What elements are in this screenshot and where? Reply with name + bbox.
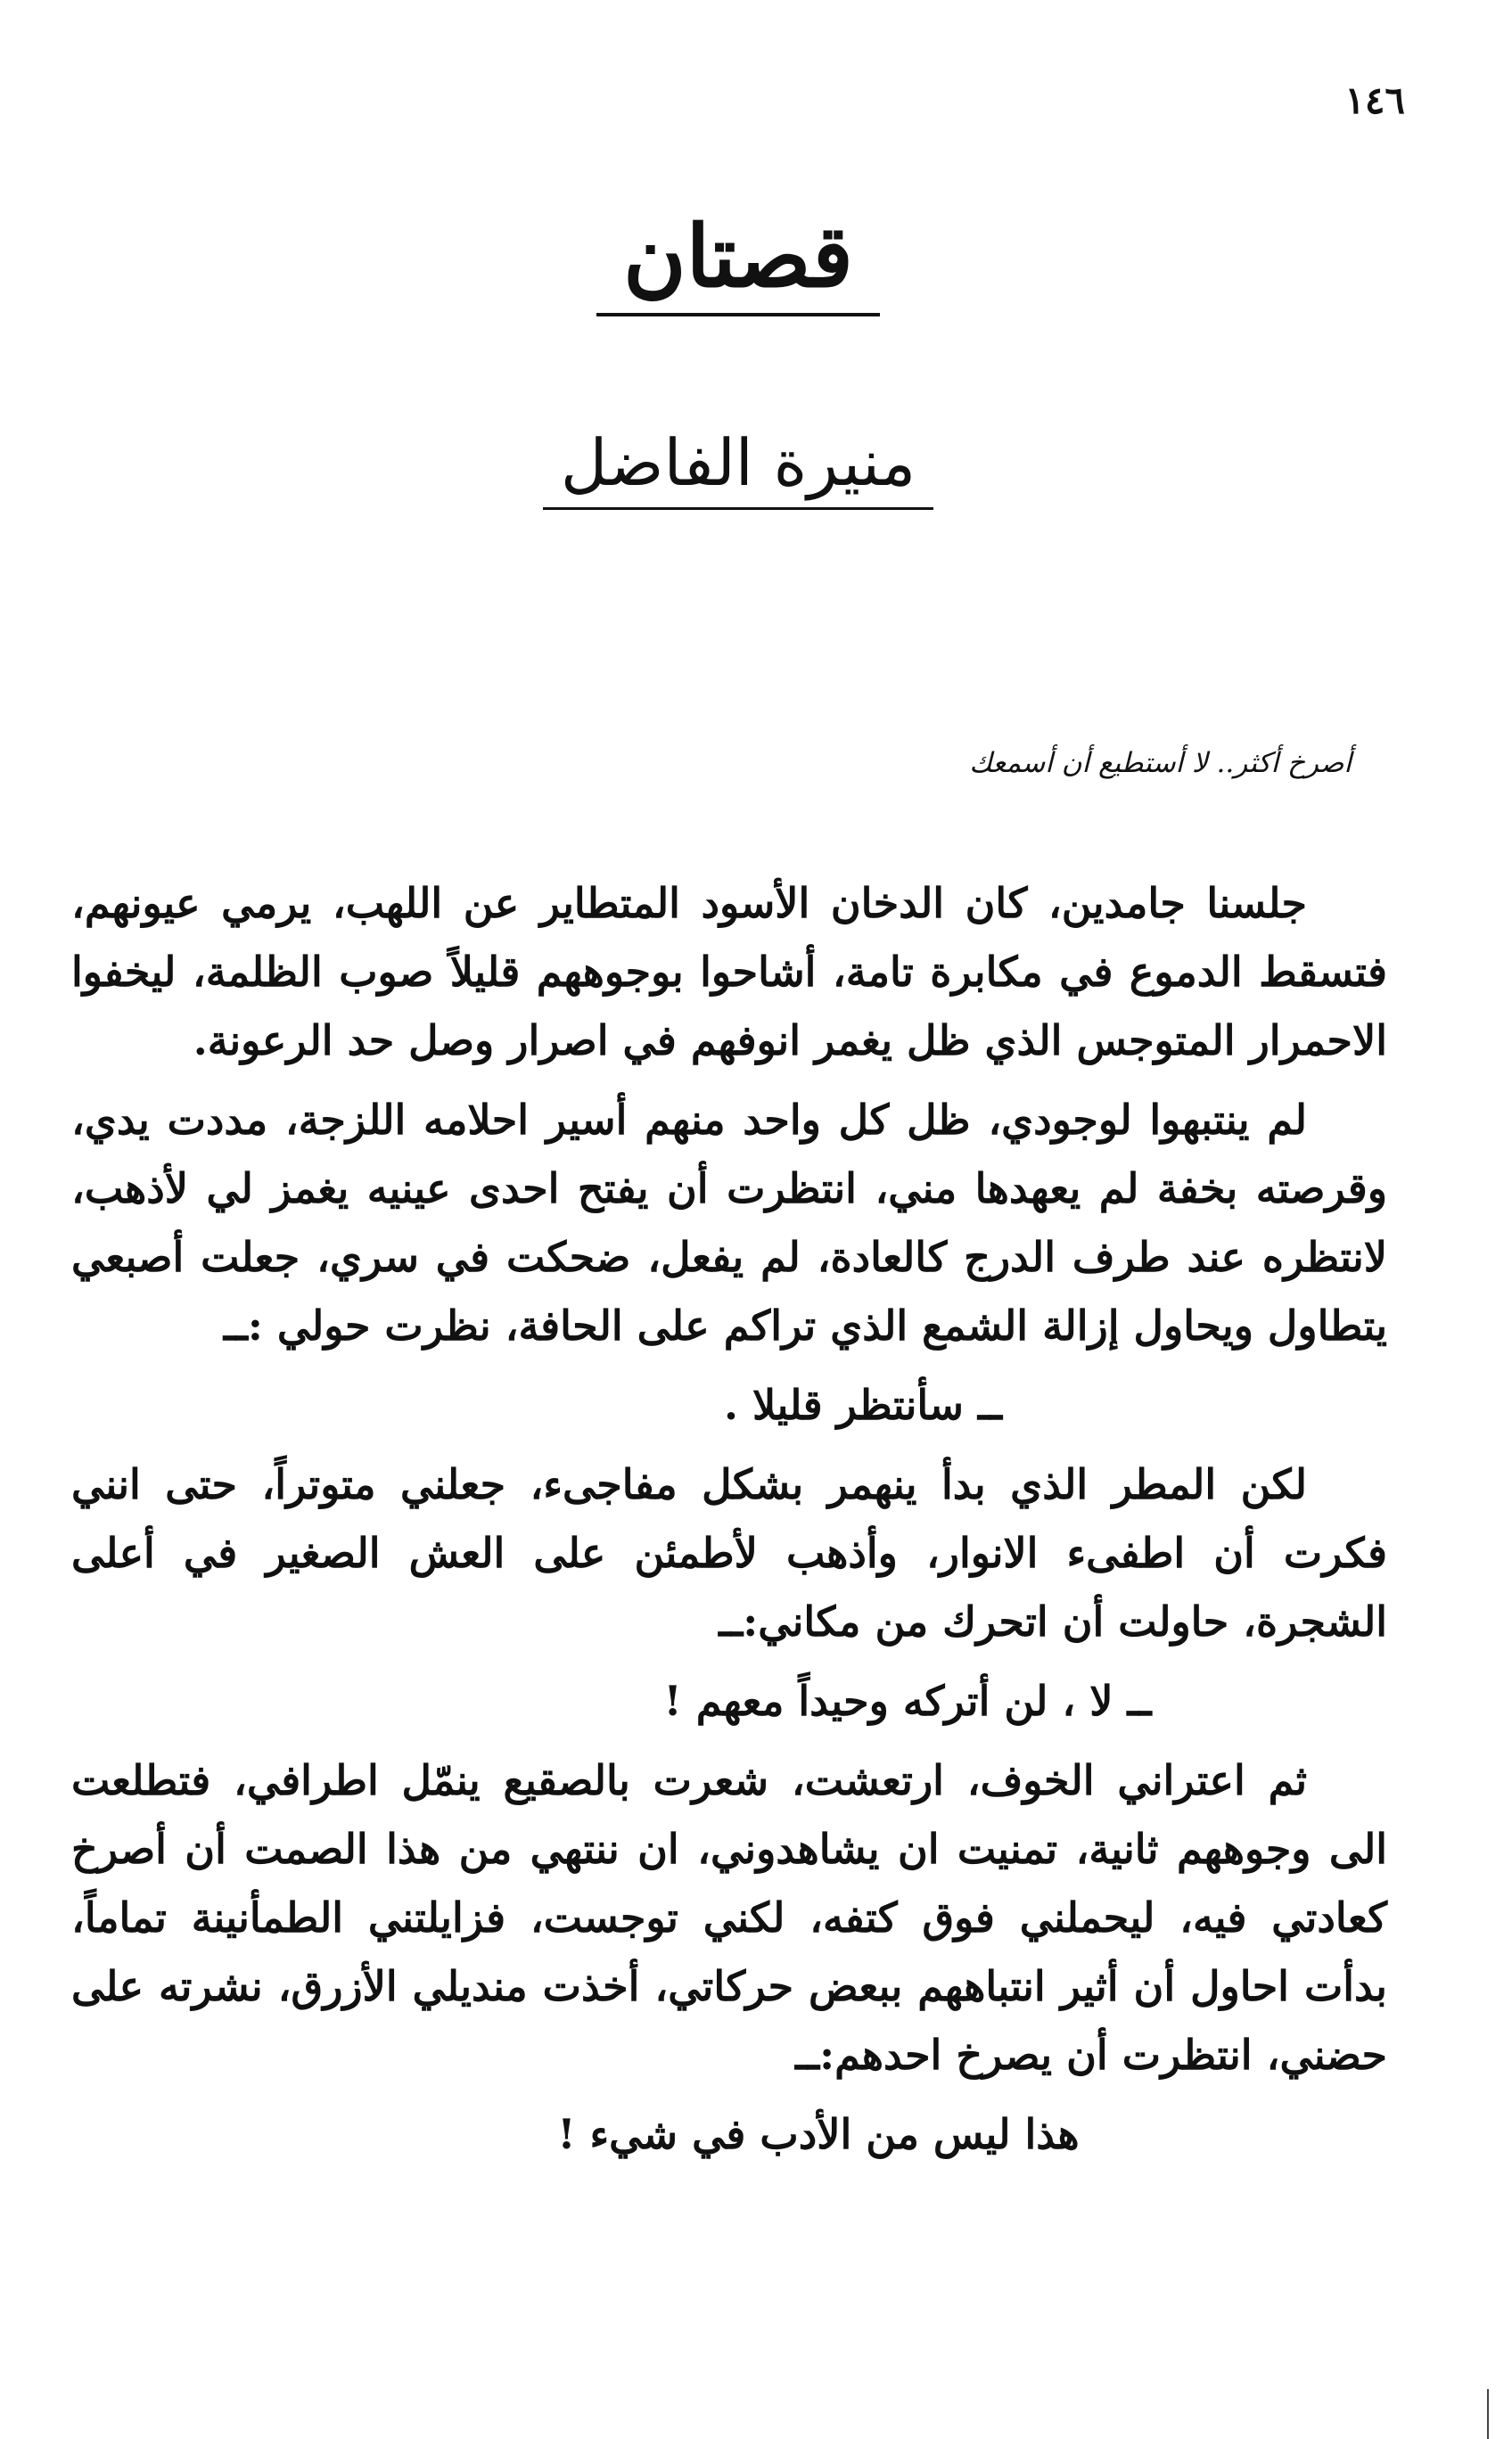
paragraph: لكن المطر الذي بدأ ينهمر بشكل مفاجىء، جعلني متوتراً، حتى انني فكرت أن اطفىء الانوار، وأذهب لأطمئن على العش الصغير في أعلى الشجرة، حاولت أن اتحرك من مكاني:ــ <box>71 1460 1387 1646</box>
dialogue-line: ــ لا ، لن أتركه وحيداً معهم ! <box>663 1677 1152 1725</box>
epigraph: أصرخ أكثر.. لا أستطيع أن أسمعك <box>969 747 1352 779</box>
paragraph: جلسنا جامدين، كان الدخان الأسود المتطاير عن اللهب، يرمي عيونهم، فتسقط الدموع في مكابرة تامة، أشاحوا بوجوههم قليلاً صوب الظلمة، ليخفوا الاحمرار المتوجس الذي ظل يغمر انوفهم في اصرار وصل حد الرعونة. <box>71 879 1387 1064</box>
section-title: قصتان <box>596 209 880 316</box>
author-name: منيرة الفاضل <box>543 428 933 510</box>
page-number: ١٤٦ <box>1344 78 1405 122</box>
paragraph: لم ينتبهوا لوجودي، ظل كل واحد منهم أسير احلامه اللزجة، مددت يدي، وقرصته بخفة لم يعهدها مني، انتظرت أن يفتح احدى عينيه يغمز لي لأذهب، لانتظره عند طرف الدرج كالعادة، لم يفعل، ضحكت في سري، جعلت أصبعي يتطاول ويحاول إزالة الشمع الذي تراكم على الحافة، نظرت حولي :ــ <box>71 1096 1387 1350</box>
dialogue-line: ــ سأنتظر قليلا . <box>724 1381 1002 1429</box>
margin-line <box>1487 2389 1489 2439</box>
dialogue-line: هذا ليس من الأدب في شيء ! <box>557 2110 1080 2158</box>
author-block <box>0 425 1512 510</box>
paragraph: ثم اعتراني الخوف، ارتعشت، شعرت بالصقيع ينمّل اطرافي، فتطلعت الى وجوههم ثانية، تمنيت ان يشاهدوني، ان ننتهي من هذا الصمت أن أصرخ كعادتي فيه، ليحملني فوق كتفه، لكني توجست، فزايلتني الطمأنينة تماماً، بدأت احاول أن أثير انتباههم ببعض حركاتي، أخذت منديلي الأزرق، نشرته على حضني، انتظرت أن يصرخ احدهم:ــ <box>71 1756 1387 2079</box>
title-block <box>0 206 1512 316</box>
story-body <box>71 869 1387 2180</box>
